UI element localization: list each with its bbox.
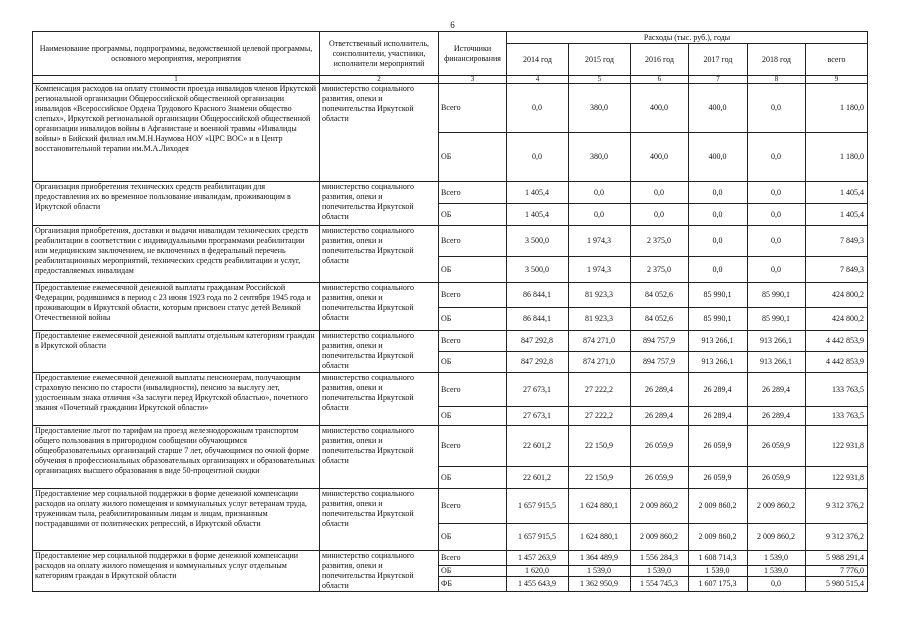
funding-source-cell: ОБ [439, 566, 507, 577]
program-name-cell: Предоставление мер социальной поддержки в форме денежной компенсации расходов на оплату жилого помещения и коммунальных услуг ветеранам труда, труженикам тыла, реабилитированным лицам и лицам, признанным пострадавшими от политических репрессий, в Иркутской области [33, 489, 320, 551]
year-value-cell: 0,0 [748, 226, 806, 257]
year-value-cell: 1 405,4 [507, 204, 569, 226]
funding-source-cell: Всего [439, 551, 507, 566]
program-name-cell: Предоставление ежемесячной денежной выплаты гражданам Российской Федерации, родившимся в период с 23 июня 1923 года по 2 сентября 1945 года и проживающим в Иркутской области, которым присвоен статус детей Великой Отечественной войны [33, 283, 320, 331]
year-value-cell: 2 375,0 [631, 257, 689, 283]
year-value-cell: 0,0 [748, 204, 806, 226]
year-value-cell: 2 009 860,2 [631, 524, 689, 551]
year-value-cell: 1 624 880,1 [569, 524, 631, 551]
executor-cell: министерство социального развития, опеки и попечительства Иркутской области [320, 283, 439, 331]
col-number: 2 [320, 76, 439, 84]
year-value-cell: 0,0 [748, 182, 806, 204]
year-value-cell: 22 150,9 [569, 426, 631, 467]
year-value-cell: 0,0 [631, 204, 689, 226]
funding-source-cell: Всего [439, 84, 507, 133]
year-value-cell: 1 974,3 [569, 257, 631, 283]
funding-source-cell: ОБ [439, 524, 507, 551]
total-value-cell: 9 312 376,2 [806, 524, 868, 551]
year-value-cell: 0,0 [507, 84, 569, 133]
program-name-cell: Предоставление льгот по тарифам на проезд железнодорожным транспортом общего пользования в пригородном сообщении обучающимся общеобразовательных организаций старше 7 лет, обучающимся по очной форме обучения в профессиональных образовательных организациях и образовательных организациях высшего образования в виде 50-процентной скидки [33, 426, 320, 489]
total-value-cell: 1 405,4 [806, 204, 868, 226]
header-program-name: Наименование программы, подпрограммы, ведомственной целевой программы, основного мероприятия, мероприятия [33, 32, 320, 76]
year-value-cell: 26 059,9 [748, 426, 806, 467]
year-value-cell: 913 266,1 [748, 352, 806, 373]
col-number: 7 [689, 76, 748, 84]
year-value-cell: 26 289,4 [689, 407, 748, 426]
year-value-cell: 913 266,1 [748, 331, 806, 352]
year-value-cell: 84 052,6 [631, 283, 689, 308]
year-value-cell: 0,0 [748, 257, 806, 283]
year-value-cell: 1 657 915,5 [507, 524, 569, 551]
year-value-cell: 27 673,1 [507, 373, 569, 407]
total-value-cell: 4 442 853,9 [806, 331, 868, 352]
year-value-cell: 26 059,9 [631, 426, 689, 467]
page-number: 6 [450, 20, 455, 30]
total-value-cell: 424 800,2 [806, 283, 868, 308]
table-header [33, 32, 868, 84]
year-value-cell: 26 059,9 [748, 467, 806, 489]
year-value-cell: 84 052,6 [631, 308, 689, 331]
executor-cell: министерство социального развития, опеки и попечительства Иркутской области [320, 373, 439, 426]
year-value-cell: 1 539,0 [569, 566, 631, 577]
total-value-cell: 7 776,0 [806, 566, 868, 577]
year-value-cell: 0,0 [569, 204, 631, 226]
year-value-cell: 380,0 [569, 133, 631, 182]
executor-cell: министерство социального развития, опеки и попечительства Иркутской области [320, 182, 439, 226]
table-row [33, 182, 868, 204]
total-value-cell: 1 405,4 [806, 182, 868, 204]
year-value-cell: 2 009 860,2 [689, 524, 748, 551]
year-value-cell: 1 624 880,1 [569, 489, 631, 524]
table-row [33, 373, 868, 407]
year-value-cell: 1 364 489,9 [569, 551, 631, 566]
year-value-cell: 2 009 860,2 [748, 524, 806, 551]
year-value-cell: 85 990,1 [748, 308, 806, 331]
funding-source-cell: ОБ [439, 467, 507, 489]
executor-cell: министерство социального развития, опеки и попечительства Иркутской области [320, 551, 439, 592]
total-value-cell: 7 849,3 [806, 257, 868, 283]
year-value-cell: 85 990,1 [689, 283, 748, 308]
funding-source-cell: Всего [439, 331, 507, 352]
year-value-cell: 22 150,9 [569, 467, 631, 489]
total-value-cell: 122 931,8 [806, 426, 868, 467]
table-row [33, 489, 868, 524]
year-value-cell: 2 375,0 [631, 226, 689, 257]
year-value-cell: 400,0 [631, 133, 689, 182]
col-number: 1 [33, 76, 320, 84]
year-value-cell: 2 009 860,2 [689, 489, 748, 524]
year-value-cell: 1 362 950,9 [569, 577, 631, 592]
year-value-cell: 26 289,4 [631, 407, 689, 426]
year-value-cell: 0,0 [689, 226, 748, 257]
header-executor: Ответственный исполнитель, соисполнители, участники, исполнители мероприятий [320, 32, 439, 76]
col-number: 9 [806, 76, 868, 84]
year-value-cell: 0,0 [748, 84, 806, 133]
year-value-cell: 26 059,9 [689, 467, 748, 489]
col-number: 5 [569, 76, 631, 84]
year-value-cell: 1 607 175,3 [689, 577, 748, 592]
total-value-cell: 9 312 376,2 [806, 489, 868, 524]
year-value-cell: 26 059,9 [631, 467, 689, 489]
total-value-cell: 7 849,3 [806, 226, 868, 257]
funding-source-cell: ОБ [439, 257, 507, 283]
col-number: 8 [748, 76, 806, 84]
year-value-cell: 400,0 [689, 133, 748, 182]
year-value-cell: 0,0 [631, 182, 689, 204]
program-name-cell: Организация приобретения, доставки и выдачи инвалидам технических средств реабилитации в соответствии с индивидуальными программами реабилитации или медицинским заключением, не включенных в федеральный перечень реабилитационных мероприятий, технических средств реабилитации и услуг, предоставляемых инвалидам [33, 226, 320, 283]
header-expenses-group: Расходы (тыс. руб.), годы [507, 32, 868, 44]
program-name-cell: Предоставление ежемесячной денежной выплаты отдельным категориям граждан в Иркутской области [33, 331, 320, 373]
header-year-2014: 2014 год [507, 44, 569, 76]
year-value-cell: 2 009 860,2 [631, 489, 689, 524]
header-total: всего [806, 44, 868, 76]
year-value-cell: 1 554 745,3 [631, 577, 689, 592]
funding-source-cell: ОБ [439, 308, 507, 331]
executor-cell: министерство социального развития, опеки и попечительства Иркутской области [320, 426, 439, 489]
table-body [33, 84, 868, 592]
year-value-cell: 0,0 [689, 182, 748, 204]
table-row [33, 84, 868, 133]
funding-source-cell: ОБ [439, 407, 507, 426]
header-year-2015: 2015 год [569, 44, 631, 76]
funding-source-cell: ОБ [439, 133, 507, 182]
table-row [33, 226, 868, 257]
funding-source-cell: Всего [439, 373, 507, 407]
year-value-cell: 1 405,4 [507, 182, 569, 204]
year-value-cell: 81 923,3 [569, 283, 631, 308]
table-row [33, 283, 868, 308]
year-value-cell: 86 844,1 [507, 308, 569, 331]
year-value-cell: 0,0 [569, 182, 631, 204]
program-name-cell: Организация приобретения технических средств реабилитации для предоставления их во временное пользование инвалидам, проживающим в Иркутской области [33, 182, 320, 226]
total-value-cell: 133 763,5 [806, 407, 868, 426]
year-value-cell: 26 289,4 [631, 373, 689, 407]
total-value-cell: 5 980 515,4 [806, 577, 868, 592]
year-value-cell: 1 539,0 [748, 566, 806, 577]
program-name-cell: Предоставление ежемесячной денежной выплаты пенсионерам, получающим страховую пенсию по старости (инвалидности), пенсию за выслугу лет, удостоенным знака отличия «За заслуги перед Иркутской областью», почетного звания «Почетный гражданин Иркутской области» [33, 373, 320, 426]
total-value-cell: 5 988 291,4 [806, 551, 868, 566]
table-row [33, 551, 868, 566]
year-value-cell: 86 844,1 [507, 283, 569, 308]
year-value-cell: 0,0 [748, 577, 806, 592]
funding-source-cell: Всего [439, 426, 507, 467]
year-value-cell: 1 608 714,3 [689, 551, 748, 566]
total-value-cell: 122 931,8 [806, 467, 868, 489]
year-value-cell: 913 266,1 [689, 331, 748, 352]
year-value-cell: 1 457 263,9 [507, 551, 569, 566]
year-value-cell: 1 539,0 [689, 566, 748, 577]
year-value-cell: 85 990,1 [689, 308, 748, 331]
year-value-cell: 27 222,2 [569, 373, 631, 407]
year-value-cell: 894 757,9 [631, 331, 689, 352]
total-value-cell: 1 180,0 [806, 84, 868, 133]
table-row [33, 331, 868, 352]
column-numbers-row [33, 76, 868, 84]
header-year-2016: 2016 год [631, 44, 689, 76]
year-value-cell: 2 009 860,2 [748, 489, 806, 524]
col-number: 3 [439, 76, 507, 84]
year-value-cell: 400,0 [631, 84, 689, 133]
year-value-cell: 874 271,0 [569, 352, 631, 373]
year-value-cell: 26 289,4 [689, 373, 748, 407]
year-value-cell: 3 500,0 [507, 226, 569, 257]
year-value-cell: 1 620,0 [507, 566, 569, 577]
year-value-cell: 847 292,8 [507, 352, 569, 373]
year-value-cell: 22 601,2 [507, 467, 569, 489]
year-value-cell: 3 500,0 [507, 257, 569, 283]
year-value-cell: 0,0 [689, 204, 748, 226]
year-value-cell: 1 974,3 [569, 226, 631, 257]
year-value-cell: 27 222,2 [569, 407, 631, 426]
year-value-cell: 0,0 [748, 133, 806, 182]
funding-source-cell: Всего [439, 226, 507, 257]
col-number: 4 [507, 76, 569, 84]
year-value-cell: 847 292,8 [507, 331, 569, 352]
total-value-cell: 424 800,2 [806, 308, 868, 331]
year-value-cell: 874 271,0 [569, 331, 631, 352]
funding-source-cell: Всего [439, 182, 507, 204]
year-value-cell: 26 289,4 [748, 373, 806, 407]
header-year-2017: 2017 год [689, 44, 748, 76]
year-value-cell: 1 455 643,9 [507, 577, 569, 592]
funding-source-cell: ОБ [439, 204, 507, 226]
year-value-cell: 26 059,9 [689, 426, 748, 467]
year-value-cell: 400,0 [689, 84, 748, 133]
executor-cell: министерство социального развития, опеки и попечительства Иркутской области [320, 489, 439, 551]
total-value-cell: 4 442 853,9 [806, 352, 868, 373]
total-value-cell: 1 180,0 [806, 133, 868, 182]
header-year-2018: 2018 год [748, 44, 806, 76]
executor-cell: министерство социального развития, опеки и попечительства Иркутской области [320, 84, 439, 182]
funding-source-cell: Всего [439, 283, 507, 308]
executor-cell: министерство социального развития, опеки и попечительства Иркутской области [320, 331, 439, 373]
table-row [33, 426, 868, 467]
program-name-cell: Компенсация расходов на оплату стоимости проезда инвалидов членов Иркутской региональной организации Общероссийской общественной организации инвалидов «Всероссийское Ордена Трудового Красного Знамени общество слепых», Иркутской региональной организации Общероссийской общественной организации инвалидов войны в Афганистане и военной травмы «Инвалиды войны» в Бийский филиал им.М.Н.Наумова НОУ «ЦРС ВОС» и в Центр восстановительной терапии им.М.А.Лиходея [33, 84, 320, 182]
col-number: 6 [631, 76, 689, 84]
year-value-cell: 22 601,2 [507, 426, 569, 467]
year-value-cell: 1 539,0 [748, 551, 806, 566]
funding-source-cell: ОБ [439, 352, 507, 373]
year-value-cell: 913 266,1 [689, 352, 748, 373]
year-value-cell: 81 923,3 [569, 308, 631, 331]
year-value-cell: 1 556 284,3 [631, 551, 689, 566]
program-name-cell: Предоставление мер социальной поддержки в форме денежной компенсации расходов на оплату жилого помещения и коммунальных услуг отдельным категориям граждан в Иркутской области [33, 551, 320, 592]
year-value-cell: 85 990,1 [748, 283, 806, 308]
year-value-cell: 0,0 [689, 257, 748, 283]
year-value-cell: 27 673,1 [507, 407, 569, 426]
funding-source-cell: ФБ [439, 577, 507, 592]
total-value-cell: 133 763,5 [806, 373, 868, 407]
year-value-cell: 894 757,9 [631, 352, 689, 373]
header-funding-source: Источники финансирования [439, 32, 507, 76]
year-value-cell: 26 289,4 [748, 407, 806, 426]
funding-source-cell: Всего [439, 489, 507, 524]
budget-table [32, 31, 868, 592]
year-value-cell: 1 539,0 [631, 566, 689, 577]
year-value-cell: 380,0 [569, 84, 631, 133]
executor-cell: министерство социального развития, опеки и попечительства Иркутской области [320, 226, 439, 283]
year-value-cell: 1 657 915,5 [507, 489, 569, 524]
year-value-cell: 0,0 [507, 133, 569, 182]
